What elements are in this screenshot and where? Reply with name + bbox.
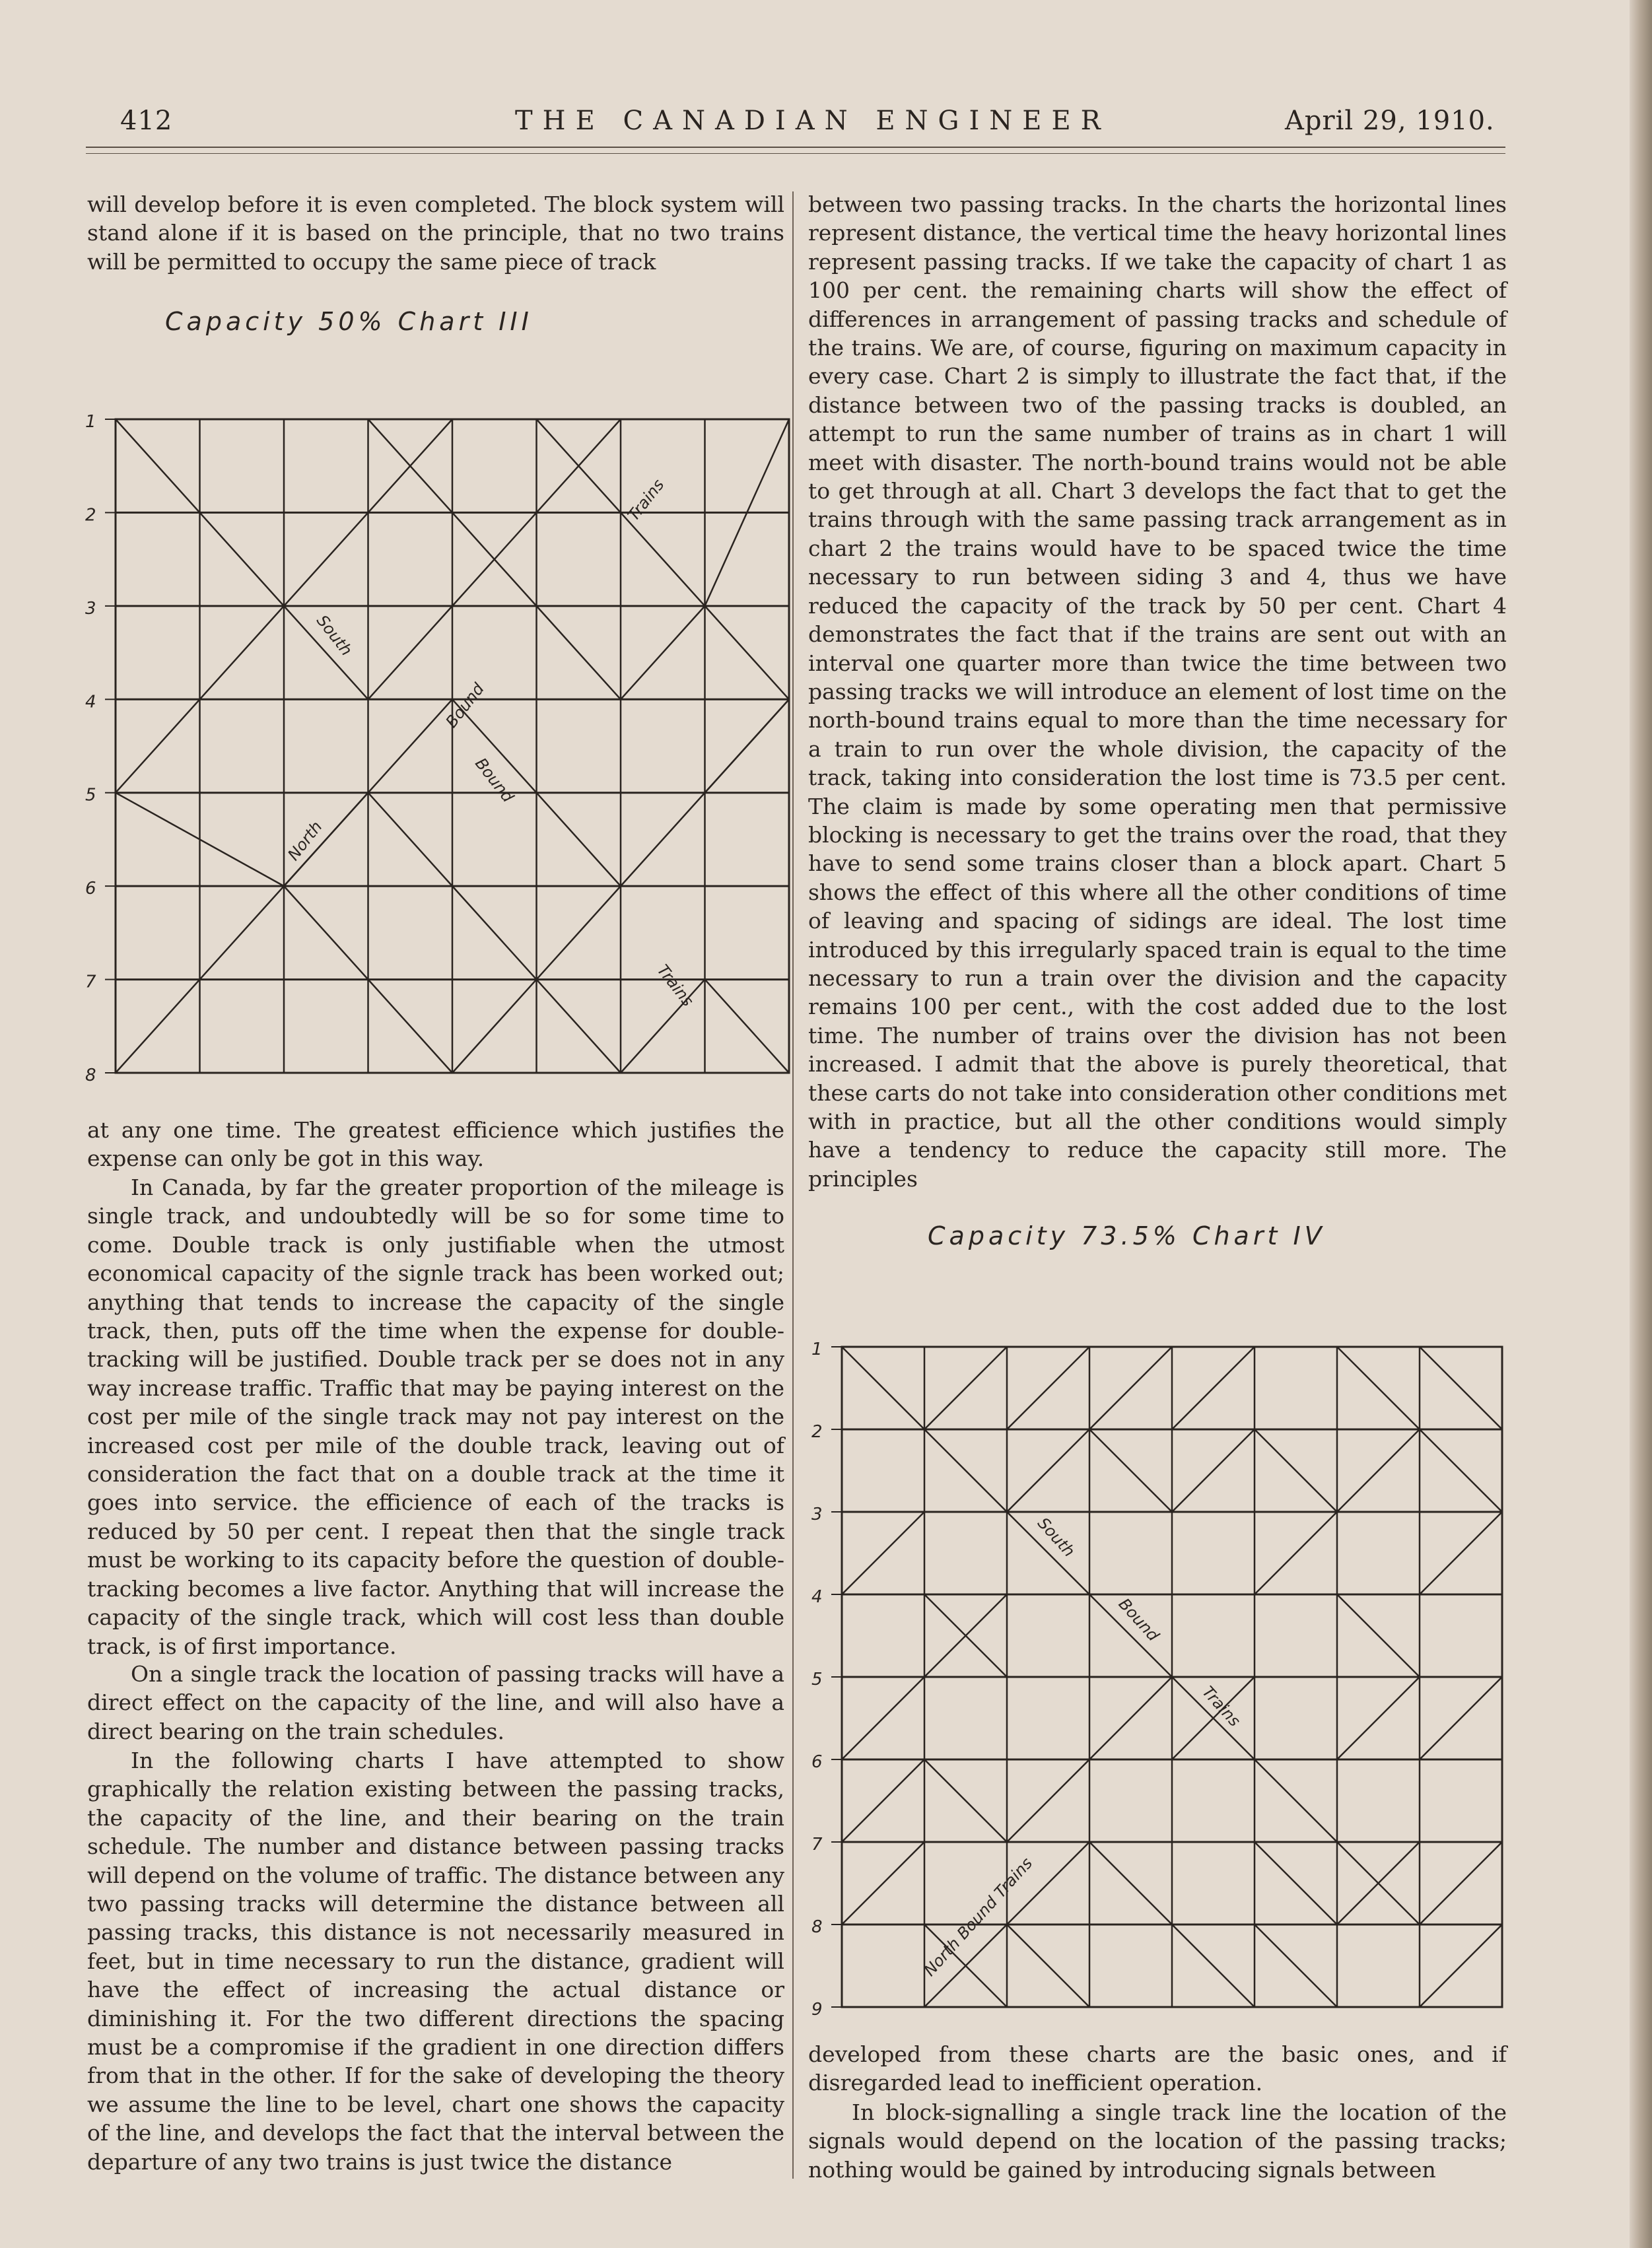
- chart-3-caption: Capacity 50% Chart III: [165, 307, 533, 336]
- train-path-line: [1089, 1429, 1172, 1512]
- chart-3-diagram: [79, 396, 799, 1099]
- train-path-line: [842, 1677, 924, 1759]
- train-path-line: [842, 1347, 924, 1429]
- train-direction-label: North Bound Trains: [920, 1854, 1037, 1980]
- train-path-line: [1089, 1347, 1172, 1429]
- row-label: 6: [85, 879, 96, 899]
- page-number: 412: [120, 106, 173, 136]
- train-path-line: [537, 793, 621, 886]
- row-label: 5: [85, 785, 96, 805]
- row-label: 3: [811, 1505, 823, 1524]
- train-path-line: [116, 980, 200, 1073]
- train-direction-label: Trains: [1198, 1682, 1245, 1730]
- train-direction-label: Trains: [624, 475, 668, 525]
- row-label: 3: [85, 598, 96, 619]
- train-path-line: [842, 1512, 924, 1594]
- train-path-line: [1337, 1429, 1420, 1512]
- train-path-line: [116, 699, 200, 792]
- left-paragraph-single-track: On a single track the location of passing tracks will have a direct effect on the capacity of the line, and will also have a direct bearing on the train schedules.: [87, 1661, 784, 1744]
- left-paragraph-canada: In Canada, by far the greater proportion of the mileage is single track, and undoubtedly will be so for some time to come. Double track is only justifiable when the utmost economical capacity of the signle track has been worked out; anything that tends to increase the capacity of the single track, then, puts off the time when the expense for double-tracking will be justified. Double track per se does not in any way increase traffic. Traffic that may be paying interest on the cost per mile of the single track may not pay interest on the increased cost per mile of the double track, leaving out of consideration the fact that on a double track at the time it goes into service. the efficience of each of the tracks is reduced by 50 per cent. I repeat then that the single track must be working to its capacity before the question of double-tracking becomes a live factor. Anything that will increase the capacity of the single track, which will cost less than double track, is of first importance.: [87, 1175, 784, 1659]
- row-label: 8: [811, 1917, 823, 1937]
- train-path-line: [1172, 1429, 1255, 1512]
- chart-4-diagram: [802, 1327, 1515, 2027]
- train-path-line: [924, 1347, 1007, 1429]
- row-label: 9: [811, 2000, 823, 2020]
- train-path-line: [1007, 1759, 1089, 1842]
- row-label: 4: [85, 692, 96, 712]
- train-path-line: [621, 606, 705, 699]
- row-label: 2: [811, 1422, 823, 1442]
- right-paragraph-after-chart: developed from these charts are the basic ones, and if disregarded lead to inefficient operation.: [808, 2041, 1507, 2096]
- train-path-line: [924, 1429, 1007, 1512]
- train-path-line: [537, 606, 621, 699]
- train-path-line: [116, 419, 200, 512]
- train-path-line: [1089, 1842, 1172, 1924]
- train-path-line: [368, 793, 453, 886]
- train-path-line: [1420, 1924, 1502, 2007]
- train-path-line: [452, 980, 537, 1073]
- train-path-line: [1420, 1842, 1502, 1924]
- page-header: [0, 106, 1652, 145]
- train-direction-label: Bound: [1115, 1594, 1163, 1645]
- left-paragraph-following: In the following charts I have attempted to show graphically the relation existing between the passing tracks, the capacity of the line, and their bearing on the train schedule. The number and distance between passing tracks will depend on the volume of traffic. The distance between any two passing tracks will determine the distance between all passing tracks, this distance is not necessarily measured in feet, but in time necessary to run the distance, gradient will have the effect of increasing the actual distance or diminishing it. For the two different directions the spacing must be a compromise if the gradient in one direction differs from that in the other. If for the sake of developing the theory we assume the line to be level, chart one shows the capacity of the line, and develops the fact that the interval between the departure of any two trains is just twice the distance: [87, 1748, 784, 2175]
- train-path-line: [924, 1759, 1007, 1842]
- row-label: 2: [85, 505, 96, 526]
- train-path-line: [842, 1759, 924, 1842]
- train-path-line: [1007, 1347, 1089, 1429]
- row-label: 1: [85, 412, 96, 432]
- row-label: 8: [85, 1066, 96, 1085]
- train-path-line: [1337, 1594, 1420, 1677]
- left-paragraph-top: will develop before it is even completed. The block system will stand alone if it is based on the principle, that no two trains will be permitted to occupy the same piece of track: [87, 191, 784, 275]
- header-rule-top: [86, 147, 1505, 148]
- right-paragraph-top: between two passing tracks. In the charts the horizontal lines represent distance, the vertical time the heavy horizontal lines represent passing tracks. If we take the capacity of chart 1 as 100 per cent. the remaining charts will show the effect of differences in arrangement of passing tracks and schedule of the trains. We are, of course, figuring on maximum capacity in every case. Chart 2 is simply to illustrate the fact that, if the distance between two of the passing tracks is doubled, an attempt to run the same number of trains as in chart 1 will meet with disaster. The north-bound trains would not be able to get through at all. Chart 3 develops the fact that to get the trains through with the same passing track arrangement as in chart 2 the trains would have to be spaced twice the time necessary to run between siding 3 and 4, thus we have reduced the capacity of the track by 50 per cent. Chart 4 demonstrates the fact that if the trains are sent out with an interval one quarter more than twice the time between two passing tracks we will introduce an element of lost time on the north-bound trains equal to more than the time necessary for a train to run over the whole division, the capacity of the track, taking into consideration the lost time is 73.5 per cent. The claim is made by some operating men that permissive blocking is necessary to get the trains over the road, that they have to send some trains closer than a block apart. Chart 5 shows the effect of this where all the other conditions of time of leaving and spacing of sidings are ideal. The lost time introduced by this irregularly spaced train is equal to the time necessary to run a train over the division and the capacity remains 100 per cent., with the cost added due to the lost time. The number of trains over the division has not been increased. I admit that the above is purely theoretical, that these carts do not take into consideration other conditions met with in practice, but all the other conditions would simply have a tendency to reduce the capacity still more. The principles: [808, 191, 1507, 1192]
- train-path-line: [1007, 1924, 1089, 2007]
- train-path-line: [368, 606, 453, 699]
- train-path-line: [1255, 1924, 1337, 2007]
- train-path-line: [1337, 1347, 1420, 1429]
- train-path-line: [1420, 1512, 1502, 1594]
- page-spine-shadow: [1630, 0, 1652, 2248]
- train-path-line: [1255, 1512, 1337, 1594]
- header-rule-bottom: [86, 153, 1505, 154]
- train-path-line: [1007, 1429, 1089, 1512]
- train-path-line: [537, 886, 621, 979]
- issue-date: April 29, 1910.: [1285, 106, 1495, 136]
- left-paragraph-after-chart: at any one time. The greatest efficience which justifies the expense can only be got in this way.: [87, 1117, 784, 1172]
- train-direction-label: Bound: [471, 754, 518, 806]
- row-label: 1: [811, 1340, 823, 1359]
- train-path-line: [1172, 1924, 1255, 2007]
- chart-4-caption: Capacity 73.5% Chart IV: [928, 1221, 1326, 1250]
- train-direction-label: South: [1033, 1514, 1079, 1561]
- train-direction-label: North: [284, 817, 326, 864]
- train-path-line: [705, 980, 790, 1073]
- train-path-line: [1420, 1429, 1502, 1512]
- row-label: 6: [811, 1752, 823, 1772]
- right-paragraph-block-signalling: In block-signalling a single track line the location of the signals would depend on the location of the passing tracks; nothing would be gained by introducing signals between: [808, 2099, 1507, 2183]
- train-path-line: [368, 699, 453, 792]
- row-label: 7: [811, 1835, 823, 1855]
- journal-title: THE CANADIAN ENGINEER: [515, 106, 1111, 136]
- train-path-line: [1420, 1347, 1502, 1429]
- train-path-line: [1337, 1677, 1420, 1759]
- train-path-line: [1172, 1347, 1255, 1429]
- train-direction-label: Bound: [442, 679, 488, 732]
- train-path-line: [1420, 1677, 1502, 1759]
- train-path-line: [1255, 1429, 1337, 1512]
- row-label: 5: [811, 1670, 823, 1689]
- train-path-line: [1089, 1677, 1172, 1759]
- row-label: 4: [811, 1587, 823, 1607]
- train-path-line: [842, 1842, 924, 1924]
- row-label: 7: [85, 972, 96, 992]
- train-direction-label: Trains: [653, 961, 697, 1010]
- train-path-line: [1255, 1842, 1337, 1924]
- train-direction-label: South: [312, 611, 356, 660]
